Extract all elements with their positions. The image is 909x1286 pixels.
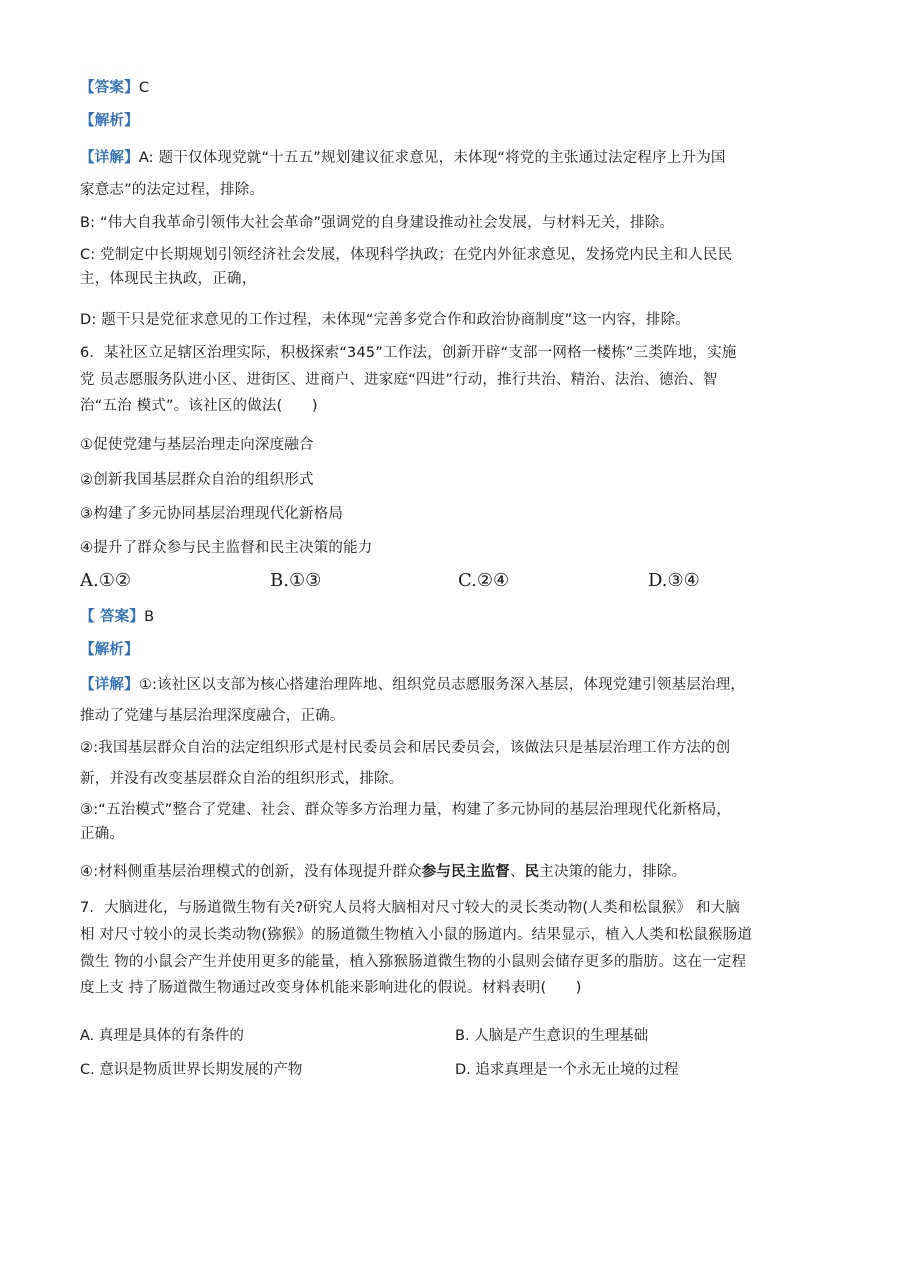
q6-answer-value: B — [144, 609, 155, 625]
q6-e4-bold2: 民 — [524, 864, 540, 880]
q6-option-d: D.③④ — [648, 570, 700, 591]
q7-stem-line3: 微生 物的小鼠会产生并使用更多的能量，植入猕猴肠道微生物的小鼠则会储存更多的脂肪。这在一定程 — [80, 954, 747, 970]
q6-analysis — [80, 640, 820, 660]
q5-detail-a-line1 — [80, 148, 820, 168]
q6-e4-line — [80, 862, 820, 882]
q5-d-line: D: 题干只是党征求意见的工作过程，未体现“完善多党合作和政治协商制度”这一内容，排除。 — [80, 312, 690, 328]
q5-detail-label: 【详解】 — [80, 150, 139, 166]
q7-stem-line1: 7．大脑进化，与肠道微生物有关?研究人员将大脑相对尺寸较大的灵长类动物(人类和松鼠猴》 和大脑 — [80, 900, 741, 916]
q6-statement-3: ③构建了多元协同基层治理现代化新格局 — [80, 506, 344, 522]
q5-answer-value: C — [138, 80, 150, 96]
q7-option-a: A. 真理是具体的有条件的 — [80, 1028, 244, 1044]
q6-options — [80, 570, 820, 594]
q6-e1-line2: 推动了党建与基层治理深度融合，正确。 — [80, 708, 345, 724]
q6-e4-part2: 主决策的能力，排除。 — [539, 864, 687, 880]
q5-a-text-1: A: 题干仅体现党就“十五五”规划建议征求意见，未体现“将党的主张通过法定程序上升为国 — [138, 150, 726, 166]
q6-e3-line2: 正确。 — [80, 826, 125, 842]
q7-option-c: C. 意识是物质世界长期发展的产物 — [80, 1062, 303, 1078]
q6-e2-line2: 新，并没有改变基层群众自治的组织形式，排除。 — [80, 771, 404, 787]
q7-stem-line4: 度上支 持了肠道微生物通过改变身体机能来影响进化的假说。材料表明( ) — [80, 980, 582, 996]
q6-stem-line2: 党 员志愿服务队进小区、进街区、进商户、进家庭“四进”行动，推行共治、精治、法治、德治、智 — [80, 372, 718, 388]
q6-stem-line3: 治“五治 模式”。该社区的做法( ) — [80, 398, 318, 414]
q5-answer — [80, 78, 820, 98]
q5-c-line1: C: 党制定中长期规划引领经济社会发展，体现科学执政；在党内外征求意见，发扬党内民主和人民民 — [80, 247, 733, 263]
q7-option-b: B. 人脑是产生意识的生理基础 — [455, 1028, 649, 1044]
q6-statement-2: ②创新我国基层群众自治的组织形式 — [80, 472, 314, 488]
q6-e4-sep: 、 — [509, 864, 525, 880]
q5-analysis — [80, 111, 820, 131]
q6-stem-line1: 6．某社区立足辖区治理实际，积极探索“345”工作法，创新开辟“支部一网格一楼栋”三类阵地，实施 — [80, 345, 737, 361]
q6-option-b: B.①③ — [270, 570, 322, 591]
q7-stem-line2: 相 对尺寸较小的灵长类动物(猕猴》的肠道微生物植入小鼠的肠道内。结果显示，植入人类和松鼠猴肠道 — [80, 927, 753, 943]
q5-c-line2: 主，体现民主执政，正确， — [80, 271, 257, 287]
q5-b-line: B: “伟大自我革命引领伟大社会革命”强调党的自身建设推动社会发展，与材料无关，排除。 — [80, 215, 675, 231]
q5-a-line2: 家意志”的法定过程，排除。 — [80, 182, 265, 198]
q5-answer-label: 【答案】 — [80, 80, 139, 96]
q6-e2-line1: ②:我国基层群众自治的法定组织形式是村民委员会和居民委员会，该做法只是基层治理工作方法的创 — [80, 740, 731, 756]
q6-e4-bold1: 参与民主监督 — [421, 864, 510, 880]
q6-e4-part1: ④:材料侧重基层治理模式的创新，没有体现提升群众 — [80, 864, 422, 880]
q6-e3-line1: ③:“五治模式”整合了党建、社会、群众等多方治理力量，构建了多元协同的基层治理现代化新格局， — [80, 802, 732, 818]
q6-answer-label: 【 答案】 — [80, 609, 145, 625]
q6-option-c: C.②④ — [458, 570, 510, 591]
q6-answer — [80, 607, 820, 627]
q5-analysis-label: 【解析】 — [80, 113, 139, 129]
q6-statement-1: ①促使党建与基层治理走向深度融合 — [80, 437, 314, 453]
q7-option-d: D. 追求真理是一个永无止境的过程 — [455, 1062, 679, 1078]
q6-analysis-label: 【解析】 — [80, 642, 139, 658]
q6-statement-4: ④提升了群众参与民主监督和民主决策的能力 — [80, 540, 373, 556]
q6-e1-text-1: ①:该社区以支部为核心搭建治理阵地、组织党员志愿服务深入基层，体现党建引领基层治理， — [138, 677, 746, 693]
q6-option-a: A.①② — [80, 570, 131, 591]
q6-detail-label: 【详解】 — [80, 677, 139, 693]
q6-e1-line1 — [80, 675, 820, 695]
